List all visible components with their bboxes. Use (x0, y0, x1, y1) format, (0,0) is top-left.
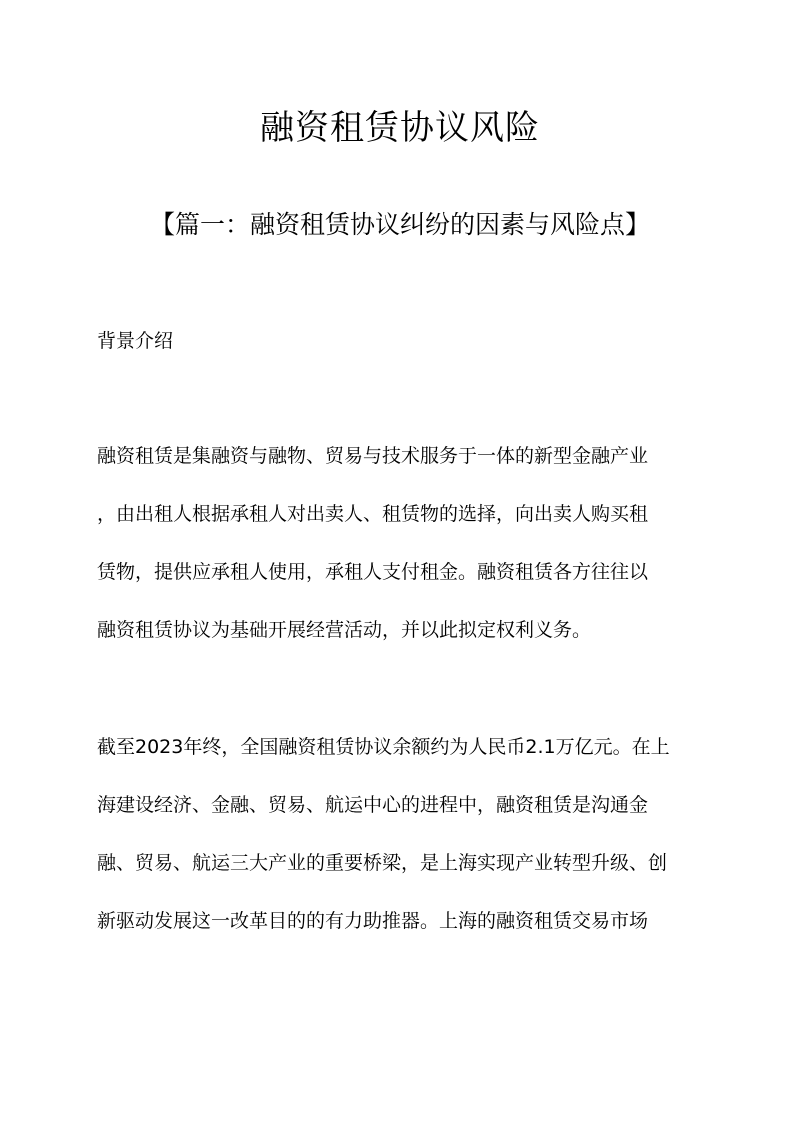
paragraph-line: 新驱动发展这一改革目的的有力助推器。上海的融资租赁交易市场 (97, 910, 649, 932)
paragraph-line: 赁物，提供应承租人使用，承租人支付租金。融资租赁各方往往以 (97, 561, 649, 583)
paragraph-intro (97, 443, 717, 675)
paragraph-line: 融资租赁协议为基础开展经营活动，并以此拟定权利义务。 (97, 619, 592, 641)
paragraph-line: 融资租赁是集融资与融物、贸易与技术服务于一体的新型金融产业 (97, 445, 649, 467)
section-heading: 背景介绍 (97, 330, 174, 352)
document-subtitle: 【篇一：融资租赁协议纠纷的因素与风险点】 (149, 210, 650, 239)
paragraph-line: ，由出租人根据承租人对出卖人、租赁物的选择，向出卖人购买租 (97, 503, 649, 525)
paragraph-market (97, 734, 717, 966)
document-title: 融资租赁协议风险 (260, 108, 540, 148)
paragraph-line: 海建设经济、金融、贸易、航运中心的进程中，融资租赁是沟通金 (97, 794, 649, 816)
paragraph-line: 截至2023年终，全国融资租赁协议余额约为人民币2.1万亿元。在上 (97, 736, 670, 758)
paragraph-line: 融、贸易、航运三大产业的重要桥梁，是上海实现产业转型升级、创 (97, 852, 668, 874)
